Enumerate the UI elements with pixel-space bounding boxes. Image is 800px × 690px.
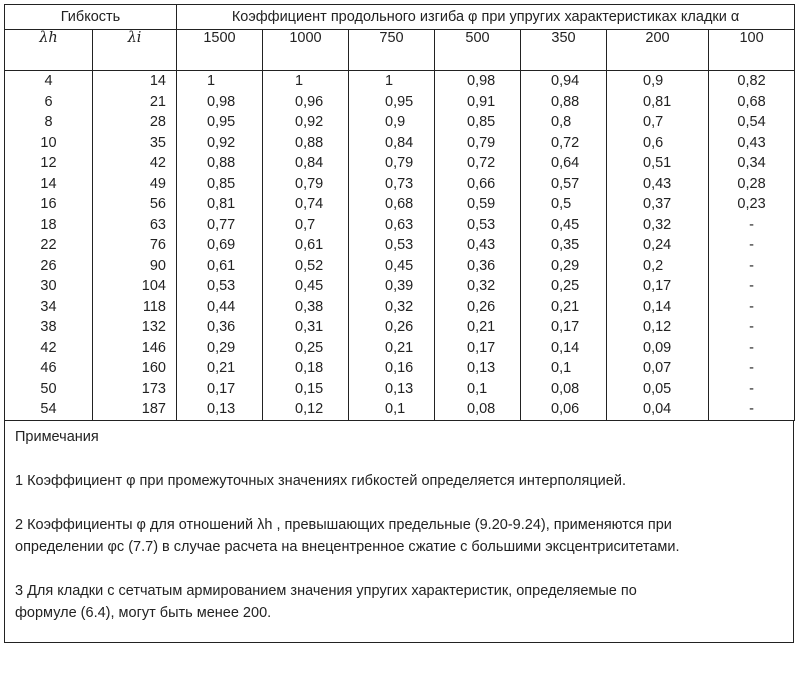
- table-cell: 0,29: [207, 339, 236, 356]
- note-2-line-2: определении φc (7.7) в случае расчета на внецентренное сжатие с большими эксцентриситетами.: [15, 538, 680, 555]
- table-cell: 0,25: [551, 278, 580, 294]
- table-cell: 0,05: [643, 380, 672, 397]
- column-a100: [709, 71, 795, 421]
- table-cell: 0,98: [207, 93, 236, 110]
- table-cell: 0,31: [295, 319, 324, 335]
- alpha-column-header: 1000: [263, 30, 349, 71]
- table-cell: -: [749, 298, 754, 315]
- table-cell: -: [749, 237, 754, 253]
- table-cell: 0,81: [207, 196, 236, 212]
- table-cell: 0,25: [295, 339, 324, 356]
- table-cell: 0,61: [295, 237, 324, 253]
- table-cell: -: [749, 401, 754, 417]
- table-cell: 0,32: [385, 298, 414, 315]
- table-cell: 0,1: [551, 360, 572, 376]
- table-cell: 0,45: [295, 278, 324, 294]
- table-cell: 0,98: [467, 73, 496, 89]
- table-cell: 0,24: [643, 237, 672, 253]
- table-cell: 38: [40, 319, 57, 335]
- table-cell: 0,79: [295, 175, 324, 192]
- table-cell: 0,8: [551, 114, 572, 130]
- table-cell: 0,21: [467, 319, 496, 335]
- table-cell: 0,32: [643, 216, 672, 233]
- table-cell: 0,85: [207, 175, 236, 192]
- table-cell: 12: [40, 155, 57, 171]
- table-cell: 0,91: [467, 93, 496, 110]
- table-cell: 0,34: [737, 155, 766, 171]
- table-cell: 42: [149, 155, 166, 171]
- table-cell: 16: [40, 196, 57, 212]
- table-cell: 14: [40, 175, 57, 192]
- table-cell: 0,96: [295, 93, 324, 110]
- table-cell: 0,92: [295, 114, 324, 130]
- table-cell: 18: [40, 216, 57, 233]
- column-a750: [349, 71, 435, 421]
- notes-title: Примечания: [15, 428, 99, 445]
- table-cell: 0,84: [385, 134, 414, 151]
- table-cell: 0,88: [207, 155, 236, 171]
- table-cell: 26: [40, 257, 57, 274]
- table-cell: 0,09: [643, 339, 672, 356]
- table-cell: 0,68: [385, 196, 414, 212]
- table-cell: 8: [44, 114, 53, 130]
- table-cell: 0,23: [737, 196, 766, 212]
- table-cell: 160: [141, 360, 166, 376]
- table-cell: -: [749, 216, 754, 233]
- table-cell: 0,68: [737, 93, 766, 110]
- table-cell: 0,61: [207, 257, 236, 274]
- table-cell: 35: [149, 134, 166, 151]
- table-cell: 0,72: [467, 155, 496, 171]
- buckling-coefficient-table: [4, 4, 795, 421]
- table-cell: 0,59: [467, 196, 496, 212]
- table-cell: 104: [141, 278, 166, 294]
- table-cell: -: [749, 339, 754, 356]
- table-cell: 0,7: [643, 114, 664, 130]
- table-cell: 0,63: [385, 216, 414, 233]
- table-cell: 6: [44, 93, 53, 110]
- table-cell: 30: [40, 278, 57, 294]
- table-cell: 0,16: [385, 360, 414, 376]
- table-cell: 0,14: [551, 339, 580, 356]
- alpha-column-header: 750: [349, 30, 435, 71]
- table-cell: 0,18: [295, 360, 324, 376]
- table-cell: 0,88: [551, 93, 580, 110]
- table-cell: 0,53: [467, 216, 496, 233]
- table-cell: 49: [149, 175, 166, 192]
- alpha-column-header: 1500: [177, 30, 263, 71]
- table-cell: -: [749, 257, 754, 274]
- table-cell: 0,7: [295, 216, 316, 233]
- table-cell: 0,66: [467, 175, 496, 192]
- table-cell: 63: [149, 216, 166, 233]
- table-cell: -: [749, 360, 754, 376]
- table-cell: 0,92: [207, 134, 236, 151]
- alpha-column-header: 200: [607, 30, 709, 71]
- table-cell: 0,32: [467, 278, 496, 294]
- table-cell: 1: [295, 73, 304, 89]
- lambda-i-header: λi: [93, 30, 177, 71]
- table-cell: 0,14: [643, 298, 672, 315]
- alpha-column-header: 350: [521, 30, 607, 71]
- table-cell: 0,5: [551, 196, 572, 212]
- table-cell: 0,28: [737, 175, 766, 192]
- table-cell: 1: [385, 73, 394, 89]
- table-cell: 0,36: [207, 319, 236, 335]
- table-cell: 0,88: [295, 134, 324, 151]
- table-cell: 0,44: [207, 298, 236, 315]
- table-cell: 0,37: [643, 196, 672, 212]
- table-cell: 21: [149, 93, 166, 110]
- table-cell: 10: [40, 134, 57, 151]
- table-cell: 0,1: [467, 380, 488, 397]
- table-cell: 0,43: [737, 134, 766, 151]
- table-cell: 0,2: [643, 257, 664, 274]
- table-cell: 54: [40, 401, 57, 417]
- table-cell: 0,43: [467, 237, 496, 253]
- notes-section: [4, 421, 794, 643]
- coefficient-header: Коэффициент продольного изгиба φ при упругих характеристиках кладки α: [177, 5, 795, 30]
- alpha-column-header: 500: [435, 30, 521, 71]
- table-cell: 0,79: [467, 134, 496, 151]
- table-cell: 0,84: [295, 155, 324, 171]
- table-cell: 0,13: [385, 380, 414, 397]
- column-a350: [521, 71, 607, 421]
- table-cell: 0,26: [467, 298, 496, 315]
- table-cell: 0,17: [643, 278, 672, 294]
- table-cell: 0,95: [385, 93, 414, 110]
- table-cell: 28: [149, 114, 166, 130]
- flexibility-header: Гибкость: [5, 5, 177, 30]
- table-cell: 0,39: [385, 278, 414, 294]
- table-cell: 118: [142, 298, 166, 315]
- table-cell: 0,79: [385, 155, 414, 171]
- table-cell: 0,45: [551, 216, 580, 233]
- table-cell: 0,52: [295, 257, 324, 274]
- table-cell: 22: [40, 237, 57, 253]
- table-cell: 0,81: [643, 93, 672, 110]
- table-cell: 0,53: [207, 278, 236, 294]
- table-cell: 132: [141, 319, 166, 335]
- alpha-column-header: 100: [709, 30, 795, 71]
- table-cell: 1: [207, 73, 216, 89]
- table-cell: 0,43: [643, 175, 672, 192]
- table-cell: 56: [149, 196, 166, 212]
- note-3-line-1: 3 Для кладки с сетчатым армированием значения упругих характеристик, определяемые по: [15, 582, 637, 599]
- table-cell: 0,35: [551, 237, 580, 253]
- column-a1500: [177, 71, 263, 421]
- table-cell: 90: [149, 257, 166, 274]
- note-3-line-2: формуле (6.4), могут быть менее 200.: [15, 604, 272, 621]
- table-cell: 0,17: [207, 380, 236, 397]
- table-cell: 0,72: [551, 134, 580, 151]
- table-cell: 0,38: [295, 298, 324, 315]
- table-cell: -: [749, 319, 754, 335]
- table-cell: 0,29: [551, 257, 580, 274]
- table-cell: 4: [44, 73, 53, 89]
- table-cell: 0,45: [385, 257, 414, 274]
- table-cell: 173: [141, 380, 166, 397]
- table-cell: 0,13: [467, 360, 496, 376]
- table-cell: 0,08: [551, 380, 580, 397]
- table-cell: 0,26: [385, 319, 414, 335]
- table-cell: 0,1: [385, 401, 406, 417]
- table-cell: 187: [141, 401, 166, 417]
- table-cell: 0,36: [467, 257, 496, 274]
- table-cell: 0,15: [295, 380, 324, 397]
- table-cell: 0,53: [385, 237, 414, 253]
- table-cell: 0,08: [467, 401, 496, 417]
- table-cell: 0,12: [295, 401, 324, 417]
- column-lambda-i: [93, 71, 177, 421]
- table-cell: 0,85: [467, 114, 496, 130]
- table-cell: -: [749, 380, 754, 397]
- table-cell: 50: [40, 380, 57, 397]
- column-a200: [607, 71, 709, 421]
- lambda-h-header: λh: [5, 30, 93, 71]
- table-cell: 0,12: [643, 319, 672, 335]
- table-cell: 0,6: [643, 134, 664, 151]
- table-cell: 0,17: [467, 339, 496, 356]
- table-cell: 0,07: [643, 360, 672, 376]
- table-cell: 0,74: [295, 196, 324, 212]
- table-cell: 0,69: [207, 237, 236, 253]
- table-cell: 46: [40, 360, 57, 376]
- table-cell: 0,73: [385, 175, 414, 192]
- table-cell: 0,57: [551, 175, 580, 192]
- document: [4, 4, 794, 643]
- table-cell: 0,04: [643, 401, 672, 417]
- table-cell: 0,77: [207, 216, 236, 233]
- table-cell: 0,9: [643, 73, 664, 89]
- table-cell: 34: [40, 298, 57, 315]
- table-cell: 0,17: [551, 319, 580, 335]
- column-lambda-h: [5, 71, 93, 421]
- table-cell: 0,95: [207, 114, 236, 130]
- table-cell: 0,51: [643, 155, 672, 171]
- table-cell: 0,06: [551, 401, 580, 417]
- table-cell: 42: [40, 339, 57, 356]
- table-cell: 76: [149, 237, 166, 253]
- table-cell: 146: [141, 339, 166, 356]
- table-cell: 0,9: [385, 114, 406, 130]
- table-cell: 0,54: [737, 114, 766, 130]
- table-cell: 0,64: [551, 155, 580, 171]
- column-a500: [435, 71, 521, 421]
- table-cell: 0,21: [551, 298, 580, 315]
- table-cell: 14: [149, 73, 166, 89]
- note-2-line-1: 2 Коэффициенты φ для отношений λh , превышающих предельные (9.20-9.24), применяются при: [15, 516, 672, 533]
- table-cell: 0,82: [737, 73, 766, 89]
- column-a1000: [263, 71, 349, 421]
- note-1: 1 Коэффициент φ при промежуточных значениях гибкостей определяется интерполяцией.: [15, 472, 626, 489]
- table-cell: 0,13: [207, 401, 236, 417]
- table-cell: 0,21: [207, 360, 236, 376]
- table-cell: 0,94: [551, 73, 580, 89]
- table-cell: -: [749, 278, 754, 294]
- table-cell: 0,21: [385, 339, 414, 356]
